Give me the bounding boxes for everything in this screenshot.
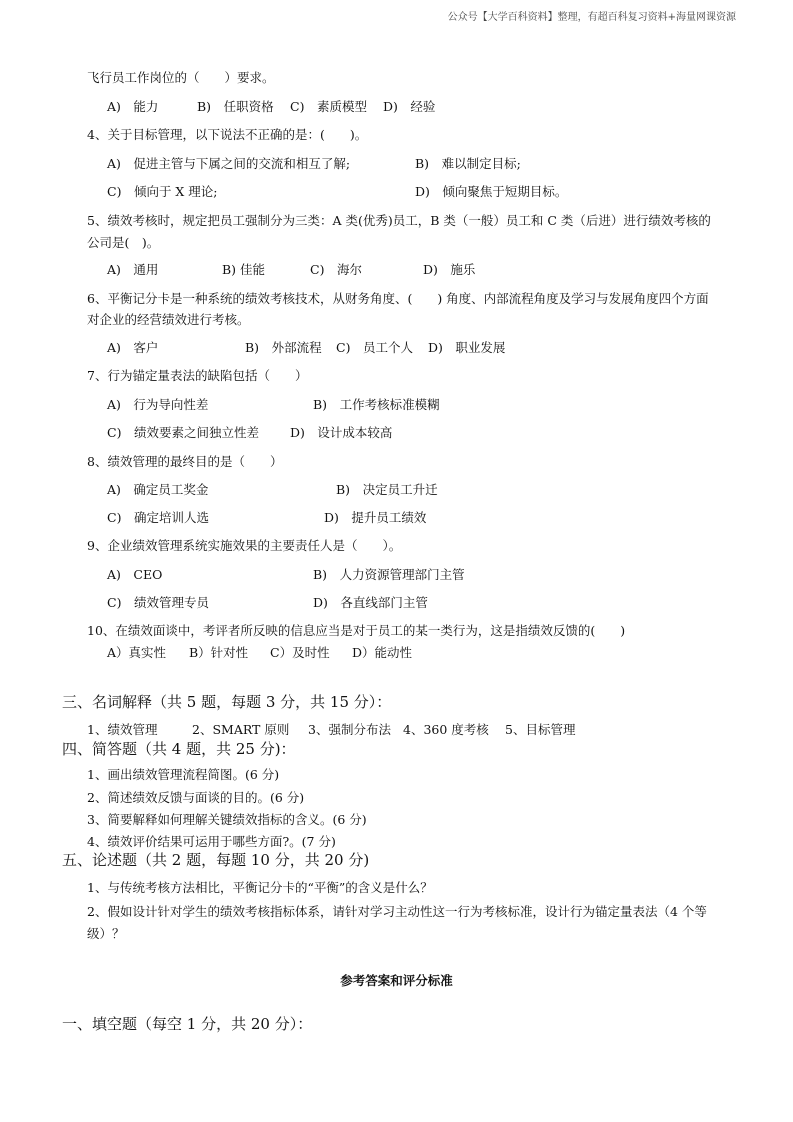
- q5-option-c: C) 海尔: [310, 262, 362, 277]
- short-answer-2: 2、简述绩效反馈与面谈的目的。(6 分): [87, 790, 305, 805]
- term-item-5: 5、目标管理: [505, 722, 576, 737]
- q10-option-b: B）针对性: [189, 645, 249, 660]
- q10-option-c: C）及时性: [270, 645, 330, 660]
- q9-option-c: C) 绩效管理专员: [107, 595, 209, 610]
- q9-stem: 9、企业绩效管理系统实施效果的主要责任人是（ ）。: [87, 538, 402, 553]
- q6-stem-line2: 对企业的经营绩效进行考核。: [87, 312, 250, 327]
- q4-option-d: D) 倾向聚焦于短期目标。: [415, 184, 568, 199]
- term-item-3: 3、强制分布法: [308, 722, 391, 737]
- q8-option-c: C) 确定培训人选: [107, 510, 209, 525]
- q5-option-d: D) 施乐: [423, 262, 476, 277]
- q5-stem-line2: 公司是( )。: [87, 235, 160, 250]
- q7-option-a: A) 行为导向性差: [107, 397, 209, 412]
- q5-option-a: A) 通用: [107, 262, 159, 277]
- q9-option-a: A) CEO: [107, 567, 163, 582]
- essay-item-2-line2: 级）？: [87, 926, 125, 941]
- q3-option-b: B) 任职资格: [197, 99, 274, 114]
- q8-option-d: D) 提升员工绩效: [324, 510, 427, 525]
- q7-stem: 7、行为锚定量表法的缺陷包括（ ）: [87, 368, 308, 383]
- page-header: 公众号【大学百科资料】整理，有超百科复习资料+海量网课资源: [447, 12, 736, 23]
- term-item-2: 2、SMART 原则: [192, 722, 290, 737]
- q4-stem: 4、关于目标管理，以下说法不正确的是：( )。: [87, 127, 368, 142]
- q6-stem-line1: 6、平衡记分卡是一种系统的绩效考核技术，从财务角度、( ) 角度、内部流程角度及学习与发展角度四个方面: [87, 291, 709, 306]
- short-answer-1: 1、画出绩效管理流程简图。(6 分): [87, 767, 280, 782]
- q9-option-d: D) 各直线部门主管: [313, 595, 428, 610]
- q8-stem: 8、绩效管理的最终目的是（ ）: [87, 454, 283, 469]
- q5-option-b: B) 佳能: [222, 262, 266, 277]
- q6-option-a: A) 客户: [107, 340, 159, 355]
- section-3-title: 三、名词解释（共 5 题，每题 3 分，共 15 分）：: [62, 693, 392, 711]
- section-1-title: 一、填空题（每空 1 分，共 20 分）：: [62, 1015, 313, 1033]
- q7-option-d: D) 设计成本较高: [290, 425, 393, 440]
- essay-item-2-line1: 2、假如设计针对学生的绩效考核指标体系，请针对学习主动性这一行为考核标准，设计行为锚定量表法（4 个等: [87, 904, 707, 919]
- q10-option-a: A）真实性: [107, 645, 167, 660]
- term-item-1: 1、绩效管理: [87, 722, 158, 737]
- q3-option-a: A) 能力: [107, 99, 159, 114]
- answer-key-title: 参考答案和评分标准: [340, 973, 453, 988]
- q6-option-c: C) 员工个人: [336, 340, 413, 355]
- q6-option-b: B) 外部流程: [245, 340, 322, 355]
- q9-option-b: B) 人力资源管理部门主管: [313, 567, 465, 582]
- section-4-title: 四、简答题（共 4 题，共 25 分)：: [62, 740, 296, 758]
- section-5-title: 五、论述题（共 2 题，每题 10 分，共 20 分): [62, 851, 370, 869]
- q7-option-c: C) 绩效要素之间独立性差: [107, 425, 259, 440]
- q5-stem-line1: 5、绩效考核时，规定把员工强制分为三类：A 类(优秀)员工，B 类（一般）员工和 C 类（后进）进行绩效考核的: [87, 213, 711, 228]
- term-item-4: 4、360 度考核: [403, 722, 489, 737]
- q6-option-d: D) 职业发展: [428, 340, 506, 355]
- q3-option-d: D) 经验: [383, 99, 436, 114]
- essay-item-1: 1、与传统考核方法相比，平衡记分卡的“平衡”的含义是什么？: [87, 880, 433, 895]
- q8-option-a: A) 确定员工奖金: [107, 482, 209, 497]
- q4-option-b: B) 难以制定目标;: [415, 156, 521, 171]
- q4-option-a: A) 促进主管与下属之间的交流和相互了解;: [107, 156, 351, 171]
- q7-option-b: B) 工作考核标准模糊: [313, 397, 440, 412]
- question-continuation: 飞行员工作岗位的（ ）要求。: [87, 70, 275, 85]
- short-answer-3: 3、简要解释如何理解关键绩效指标的含义。(6 分): [87, 812, 367, 827]
- q8-option-b: B) 决定员工升迁: [336, 482, 438, 497]
- q3-option-c: C) 素质模型: [290, 99, 367, 114]
- short-answer-4: 4、绩效评价结果可运用于哪些方面?。(7 分): [87, 834, 336, 849]
- q10-stem: 10、在绩效面谈中，考评者所反映的信息应当是对于员工的某一类行为，这是指绩效反馈的( ): [87, 623, 626, 638]
- q10-option-d: D）能动性: [352, 645, 413, 660]
- q4-option-c: C) 倾向于 X 理论;: [107, 184, 218, 199]
